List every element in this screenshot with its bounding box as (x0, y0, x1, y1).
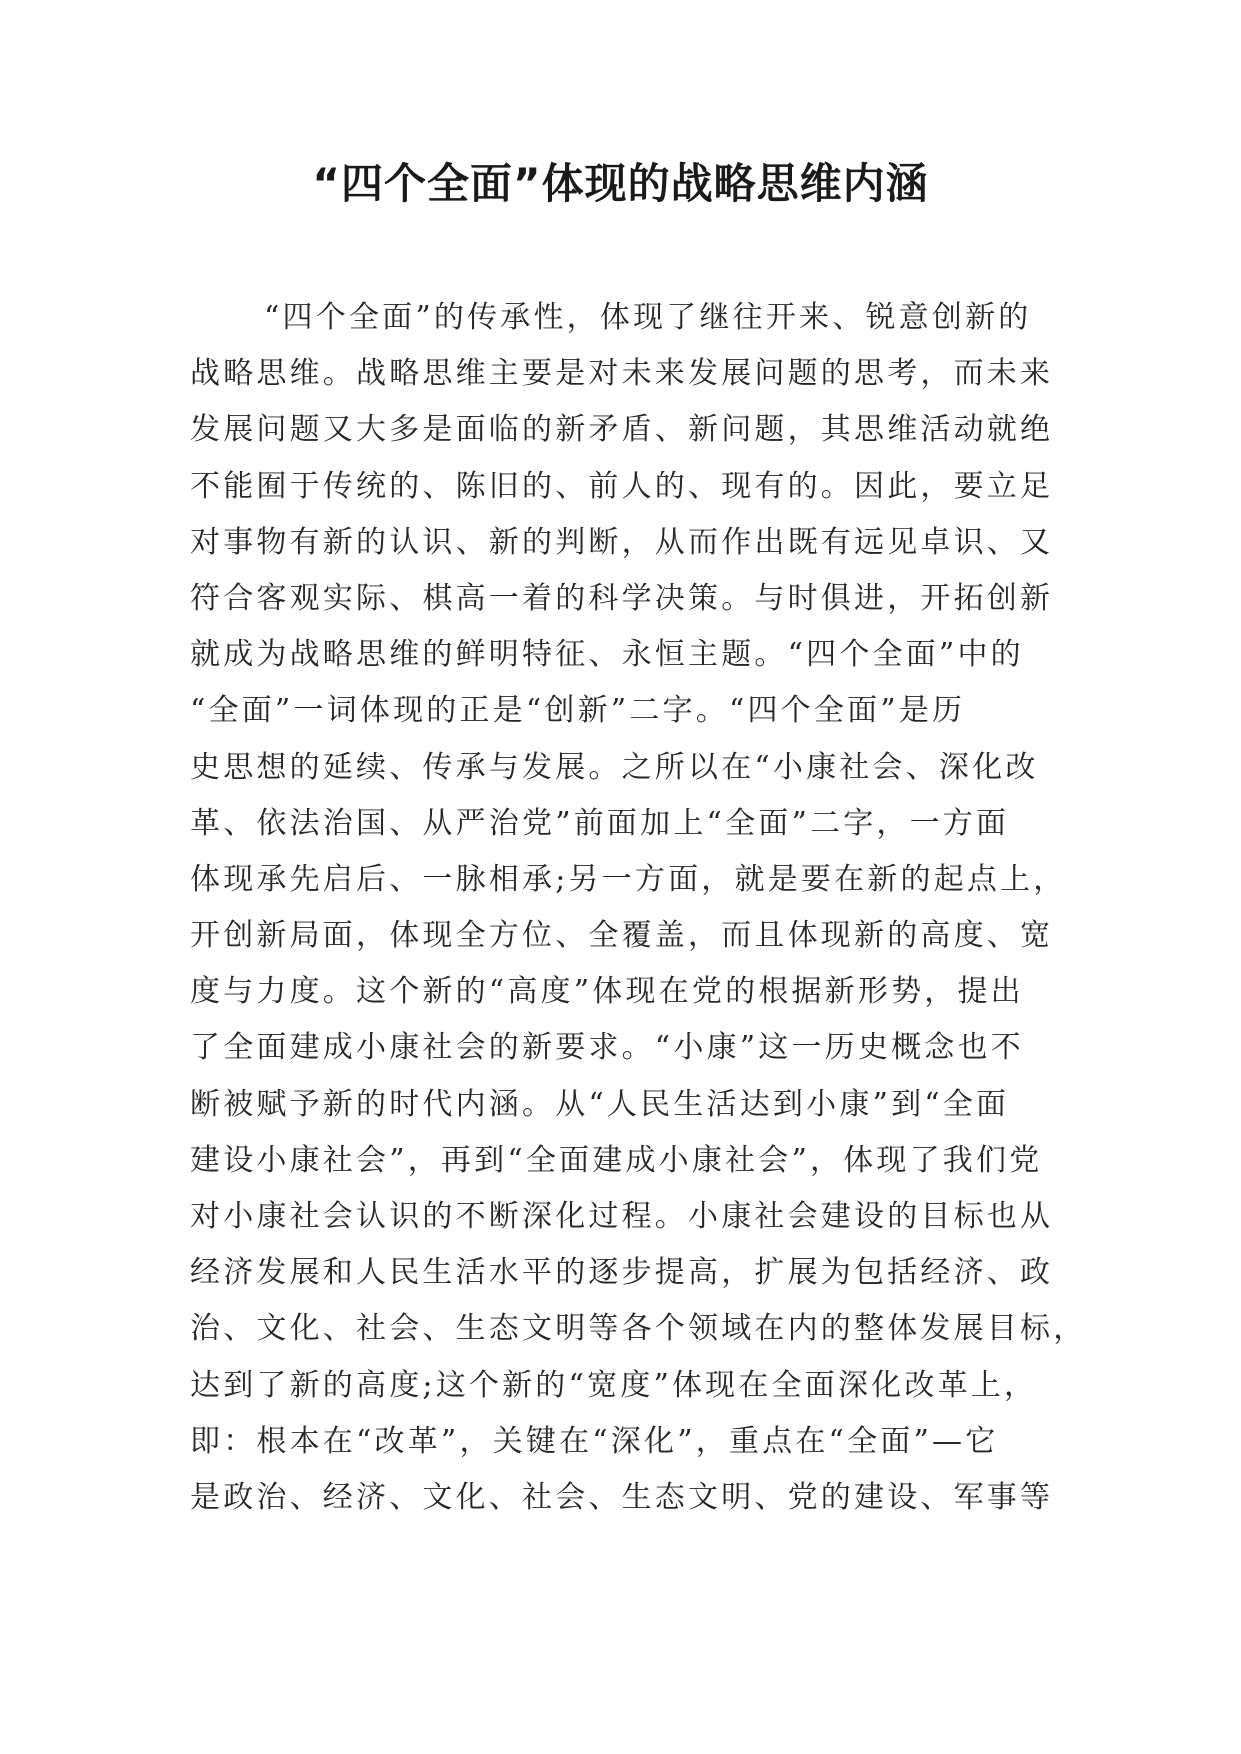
document-title: “四个全面”体现的战略思维内涵 (312, 159, 929, 208)
text-line: “全面”一词体现的正是“创新”二字。“四个全面”是历 (190, 693, 966, 729)
text-line: 度与力度。这个新的“高度”体现在党的根据新形势，提出 (190, 974, 1024, 1010)
text-line: 即：根本在“改革”，关键在“深化”，重点在“全面”—它 (190, 1423, 999, 1459)
text-line: “四个全面”的传承性，体现了继往开来、锐意创新的 (264, 300, 1032, 335)
text-line: 符合客观实际、棋高一着的科学决策。与时俱进，开拓创新 (190, 580, 1054, 616)
text-line: 战略思维。战略思维主要是对未来发展问题的思考，而未来 (190, 356, 1054, 392)
text-line: 发展问题又大多是面临的新矛盾、新问题，其思维活动就绝 (190, 412, 1054, 448)
text-line: 断被赋予新的时代内涵。从“人民生活达到小康”到“全面 (190, 1086, 1010, 1122)
text-line: 体现承先启后、一脉相承;另一方面，就是要在新的起点上， (190, 861, 1067, 897)
text-line: 革、依法治国、从严治党”前面加上“全面”二字，一方面 (190, 805, 1010, 841)
body-paragraph (190, 290, 1087, 1526)
text-line: 不能囿于传统的、陈旧的、前人的、现有的。因此，要立足 (190, 468, 1054, 504)
text-line: 了全面建成小康社会的新要求。“小康”这一历史概念也不 (190, 1030, 1024, 1066)
text-line: 史思想的延续、传承与发展。之所以在“小康社会、深化改 (190, 749, 1039, 785)
text-line: 经济发展和人民生活水平的逐步提高，扩展为包括经济、政 (190, 1255, 1054, 1291)
text-line: 开创新局面，体现全方位、全覆盖，而且体现新的高度、宽 (190, 918, 1054, 954)
text-line: 对小康社会认识的不断深化过程。小康社会建设的目标也从 (190, 1199, 1054, 1234)
text-line: 是政治、经济、文化、社会、生态文明、党的建设、军事等 (190, 1479, 1054, 1515)
text-line: 就成为战略思维的鲜明特征、永恒主题。“四个全面”中的 (190, 637, 1024, 673)
text-line: 对事物有新的认识、新的判断，从而作出既有远见卓识、又 (190, 524, 1054, 560)
text-line: 达到了新的高度;这个新的“宽度”体现在全面深化改革上， (190, 1367, 1038, 1403)
text-line: 建设小康社会”，再到“全面建成小康社会”，体现了我们党 (190, 1142, 1043, 1178)
text-line: 治、文化、社会、生态文明等各个领域在内的整体发展目标， (190, 1311, 1087, 1347)
